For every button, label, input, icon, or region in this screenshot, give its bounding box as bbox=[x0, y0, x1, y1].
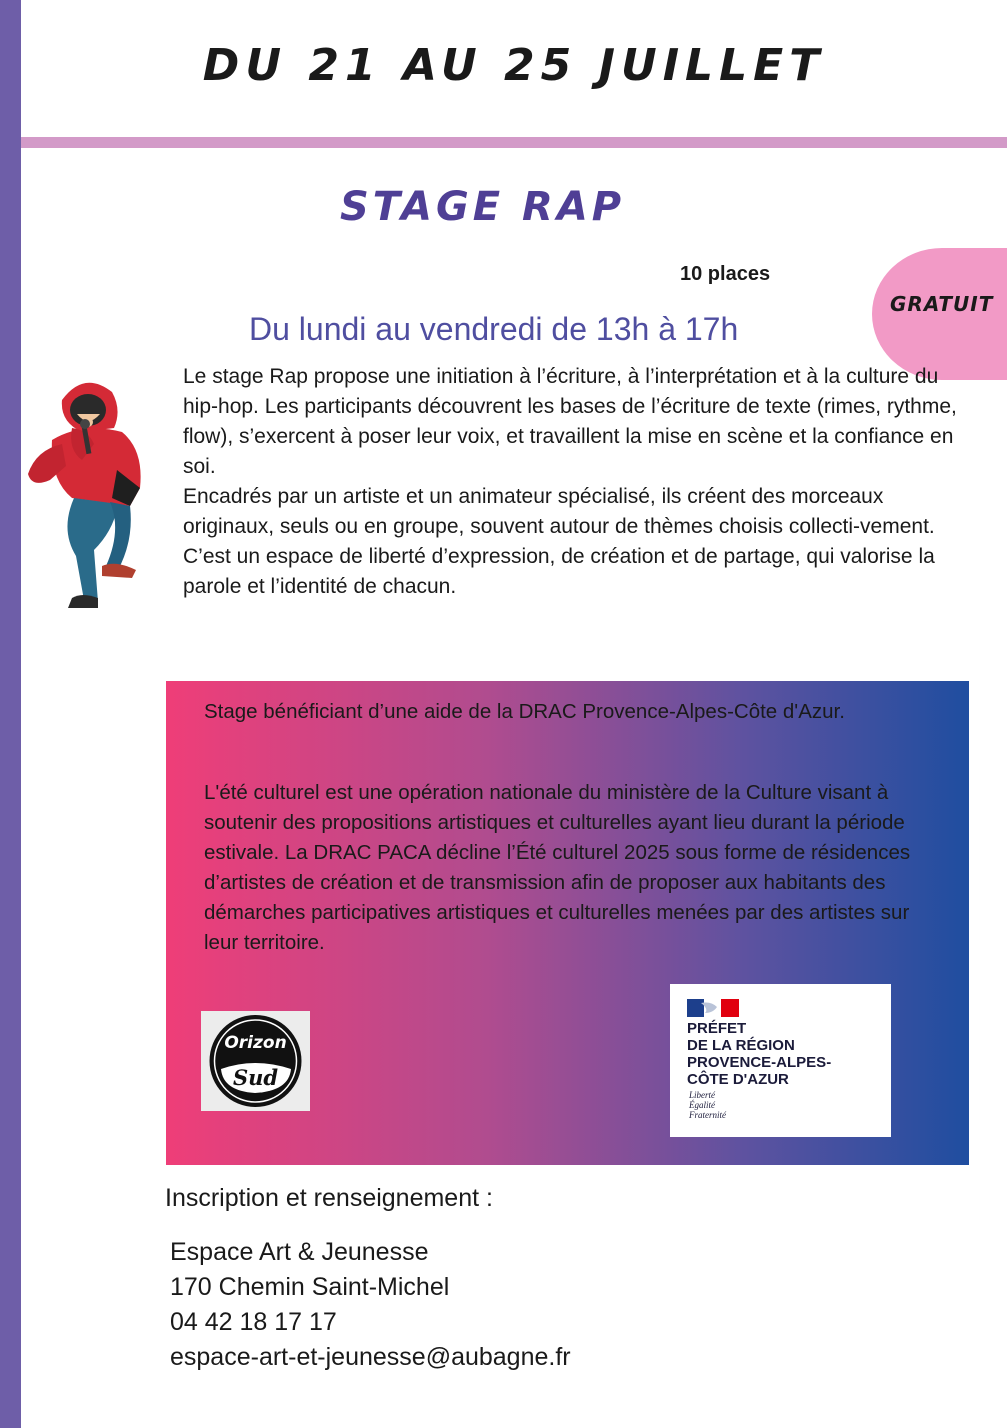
republic-motto: Liberté Égalité Fraternité bbox=[689, 1090, 726, 1120]
contact-heading: Inscription et renseignement : bbox=[165, 1184, 493, 1212]
left-accent-bar bbox=[0, 0, 21, 1428]
drac-support-text: Stage bénéficiant d’une aide de la DRAC Provence-Alpes-Côte d'Azur. bbox=[204, 700, 845, 723]
orizon-sud-logo bbox=[201, 1011, 310, 1111]
prefet-text: PRÉFET DE LA RÉGION PROVENCE-ALPES- CÔTE D'AZUR bbox=[687, 1020, 832, 1088]
ete-culturel-text: L'été culturel est une opération nationale du ministère de la Culture visant à soutenir des propositions artistiques et culturelles ayant lieu durant la période estivale. La DRAC PACA décline l’Été culturel 2025 sous forme de résidences d’artistes de création et de transmission afin de proposer aux habitants des démarches participatives artistiques et culturelles menées par des artistes sur leur territoire. bbox=[204, 781, 911, 954]
support-box bbox=[166, 681, 969, 1165]
orizon-logo-line1: Orizon bbox=[224, 1033, 287, 1053]
marianne-flag-icon bbox=[687, 999, 739, 1017]
contact-details bbox=[170, 1235, 571, 1375]
description-paragraph-2: Encadrés par un artiste et un animateur spécialisé, ils créent des morceaux originaux, seuls ou en groupe, souvent autour de thèmes choisis collecti-vement. C’est un espace de liberté d’expression, de création et de partage, qui valorise la parole et l’identité de chacun. bbox=[183, 485, 935, 598]
description-paragraph-1: Le stage Rap propose une initiation à l’écriture, à l’interprétation et à la culture du hip-hop. Les participants découvrent les bases de l’écriture de texte (rimes, rythme, flow), s’exercent à poser leur voix, et travaillent la mise en scène et la confiance en soi. bbox=[183, 365, 957, 478]
page-title: STAGE RAP bbox=[340, 184, 626, 230]
contact-address: 170 Chemin Saint-Michel bbox=[170, 1273, 450, 1301]
contact-phone: 04 42 18 17 17 bbox=[170, 1308, 337, 1336]
header-divider bbox=[21, 137, 1007, 148]
places-count: 10 places bbox=[680, 263, 771, 285]
rapper-icon bbox=[22, 370, 152, 610]
prefet-region-logo bbox=[670, 984, 891, 1137]
gratuit-label: GRATUIT bbox=[890, 292, 994, 316]
contact-name: Espace Art & Jeunesse bbox=[170, 1238, 429, 1266]
orizon-logo-line2: Sud bbox=[232, 1065, 279, 1090]
event-dates: DU 21 AU 25 JUILLET bbox=[202, 40, 826, 91]
contact-email[interactable]: espace-art-et-jeunesse@aubagne.fr bbox=[170, 1343, 571, 1371]
description bbox=[183, 362, 973, 602]
schedule-text: Du lundi au vendredi de 13h à 17h bbox=[249, 311, 739, 347]
